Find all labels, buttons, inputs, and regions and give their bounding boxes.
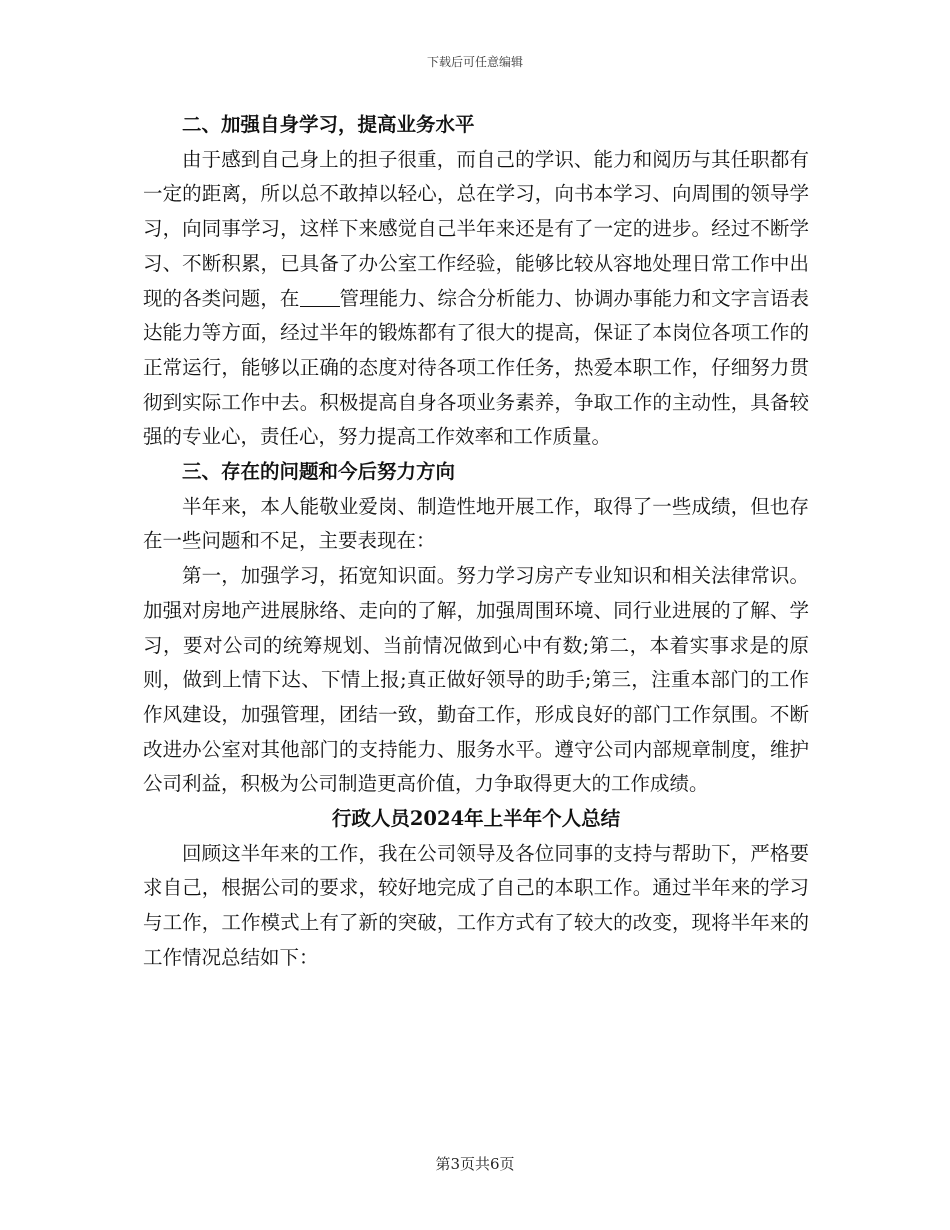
page-number: 第3页共6页 <box>435 1155 515 1173</box>
section-3-paragraph-2: 第一，加强学习，拓宽知识面。努力学习房产专业知识和相关法律常识。加强对房地产进展脉络、走向的了解，加强周围环境、同行业进展的了解、学习，要对公司的统筹规划、当前情况做到心中有数;第二，本着实事求是的原则，做到上情下达、下情上报;真正做好领导的助手;第三，注重本部门的工作作风建设，加强管理，团结一致，勤奋工作，形成良好的部门工作氛围。不断改进办公室对其他部门的支持能力、服务水平。遵守公司内部规章制度，维护公司利益，积极为公司制造更高价值，力争取得更大的工作成绩。 <box>143 564 809 796</box>
intro-paragraph: 回顾这半年来的工作，我在公司领导及各位同事的支持与帮助下，严格要求自己，根据公司的要求，较好地完成了自己的本职工作。通过半年来的学习与工作，工作模式上有了新的突破，工作方式有了较大的改变，现将半年来的工作情况总结如下： <box>143 841 809 969</box>
section-2-heading: 二、加强自身学习，提高业务水平 <box>182 113 475 136</box>
section-3-paragraph-1: 半年来，本人能敬业爱岗、制造性地开展工作，取得了一些成绩，但也存在一些问题和不足，主要表现在： <box>143 494 809 553</box>
section-2-text-part1: 由于感到自己身上的担子很重，而自己的学识、能力和阅历与其任职都有一定的距离，所以总不敢掉以轻心，总在学习，向书本学习、向周围的领导学习，向同事学习，这样下来感觉自己半年来还是有了一定的进步。经过不断学习、不断积累，已具备了办公室工作经验，能够比较从容地处理日常工作中出现的各类问题，在 <box>143 147 809 310</box>
document-body <box>143 108 809 976</box>
section-2-text-part2: 管理能力、综合分析能力、协调办事能力和文字言语表达能力等方面，经过半年的锻炼都有了很大的提高，保证了本岗位各项工作的正常运行，能够以正确的态度对待各项工作任务，热爱本职工作，仔细努力贯彻到实际工作中去。积极提高自身各项业务素养，争取工作的主动性，具备较强的专业心，责任心，努力提高工作效率和工作质量。 <box>143 286 809 449</box>
document-title: 行政人员2024年上半年个人总结 <box>331 807 621 831</box>
section-3-heading: 三、存在的问题和今后努力方向 <box>182 460 456 484</box>
section-2-paragraph <box>143 143 809 455</box>
fill-in-blank <box>300 286 340 307</box>
page-header: 下载后可任意编辑 <box>426 55 523 69</box>
